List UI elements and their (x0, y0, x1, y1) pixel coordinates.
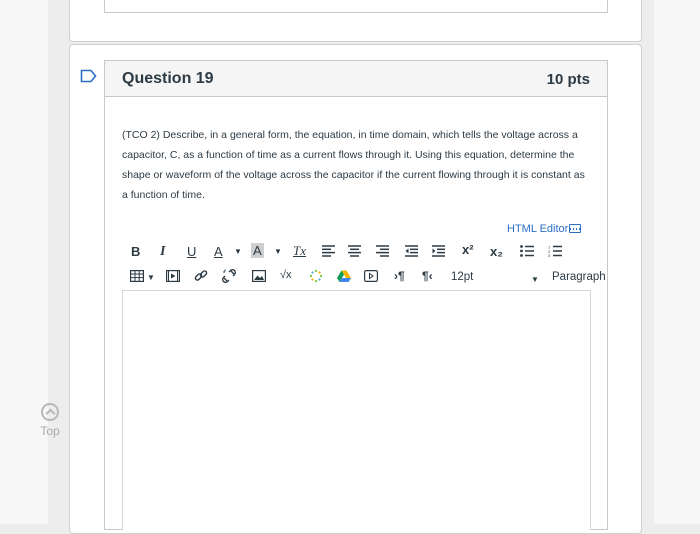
svg-text:3: 3 (548, 253, 551, 258)
right-gutter (654, 0, 700, 524)
previous-question-box (104, 0, 608, 13)
outdent-icon[interactable] (405, 245, 418, 257)
apps-icon[interactable] (309, 269, 323, 283)
table-dropdown-icon[interactable]: ▼ (147, 273, 155, 282)
question-header (105, 61, 607, 97)
font-size-dropdown-icon[interactable]: ▼ (531, 275, 539, 284)
embed-icon[interactable] (364, 270, 378, 282)
indent-icon[interactable] (432, 245, 445, 257)
html-editor-link[interactable] (507, 223, 581, 235)
google-drive-icon[interactable] (337, 270, 351, 282)
chevron-up-icon[interactable] (41, 403, 59, 421)
bold-icon[interactable]: B (131, 244, 141, 259)
clear-formatting-icon[interactable]: Tx (293, 243, 306, 258)
image-icon[interactable] (252, 270, 266, 282)
rich-text-editor-area[interactable] (122, 290, 591, 530)
question-title: Question 19 (122, 70, 214, 87)
align-right-icon[interactable] (376, 245, 389, 257)
background-color-icon[interactable]: A (253, 243, 262, 258)
text-color-dropdown-icon[interactable]: ▼ (234, 247, 242, 256)
link-icon[interactable] (194, 269, 208, 283)
keyboard-icon (569, 224, 581, 233)
left-gutter (0, 0, 48, 524)
question-text: (TCO 2) Describe, in a general form, the equation, in time domain, which tells the voltage across a capacitor, C, as a function of time as a current flows through it. Using this equation, determine the shape or waveform of the voltage across the capacitor if the current flowing through it is constant as a function of time. (122, 129, 585, 201)
italic-icon[interactable]: I (160, 244, 166, 259)
svg-text:1: 1 (548, 244, 551, 250)
media-icon[interactable] (166, 270, 180, 282)
rtl-icon[interactable]: ¶‹ (422, 269, 433, 283)
math-icon[interactable]: √x (280, 269, 292, 281)
bg-color-dropdown-icon[interactable]: ▼ (274, 247, 282, 256)
text-color-icon[interactable]: A (214, 244, 223, 259)
subscript-icon[interactable]: x₂ (490, 244, 504, 259)
align-left-icon[interactable] (322, 245, 335, 257)
unlink-icon[interactable] (222, 269, 236, 283)
html-editor-label[interactable]: HTML Editor (507, 223, 569, 235)
bullet-list-icon[interactable] (520, 245, 534, 257)
back-to-top-link[interactable] (38, 403, 62, 438)
numbered-list-icon[interactable] (548, 245, 562, 257)
underline-icon[interactable]: U (187, 244, 197, 259)
question-box (104, 60, 608, 530)
superscript-icon[interactable]: x² (462, 242, 474, 257)
table-icon[interactable] (130, 270, 144, 282)
align-center-icon[interactable] (348, 245, 361, 257)
question-points: 10 pts (546, 71, 590, 88)
ltr-icon[interactable]: ›¶ (394, 269, 405, 283)
top-label[interactable]: Top (40, 424, 60, 438)
font-size-select[interactable]: 12pt (451, 271, 474, 283)
svg-text:2: 2 (548, 249, 551, 254)
flag-question-icon[interactable] (80, 69, 97, 83)
format-select[interactable]: Paragraph (552, 271, 606, 283)
